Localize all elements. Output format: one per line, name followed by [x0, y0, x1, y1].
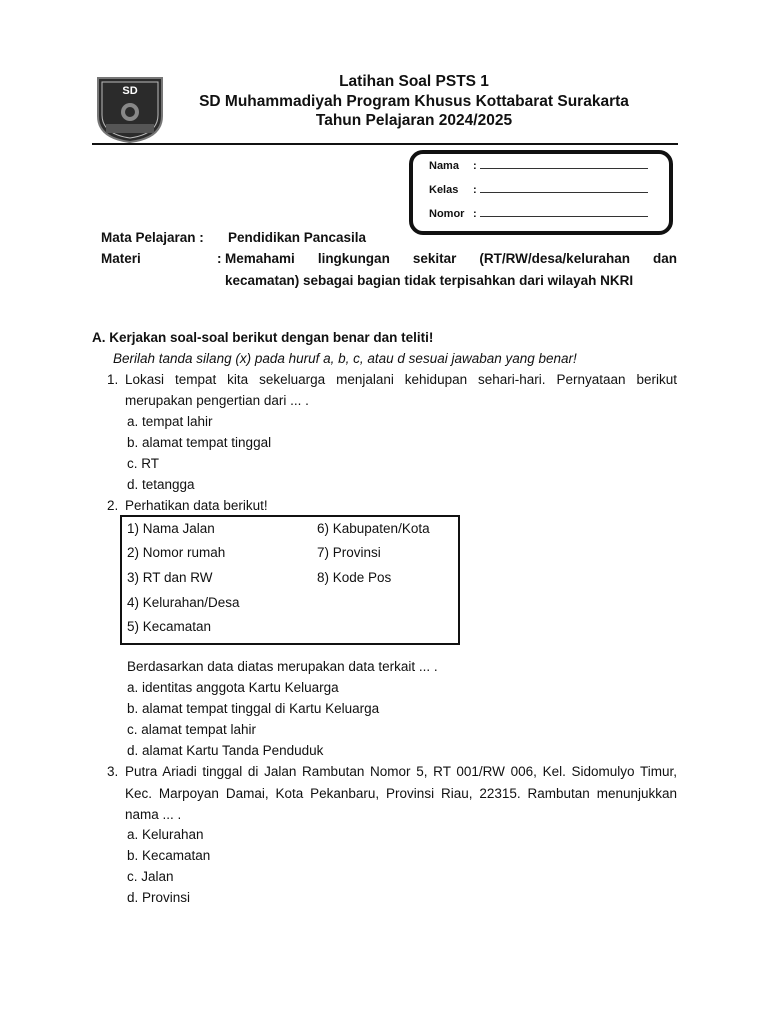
- class-line: [480, 182, 648, 193]
- data-item: 8) Kode Pos: [317, 570, 392, 585]
- subject-label: Mata Pelajaran :: [101, 230, 204, 245]
- data-item: 1) Nama Jalan: [127, 521, 215, 536]
- option-1b[interactable]: b. alamat tempat tinggal: [127, 435, 272, 450]
- data-item: 3) RT dan RW: [127, 570, 213, 585]
- question-1-text: Lokasi tempat kita sekeluarga menjalani kehidupan sehari-hari. Pernyataan berikut merupakan pengertian dari ... .: [125, 372, 677, 408]
- identity-box: [409, 150, 673, 235]
- data-item: 2) Nomor rumah: [127, 545, 226, 560]
- page-title: Latihan Soal PSTS 1: [339, 73, 489, 90]
- materi-label: Materi: [101, 251, 141, 266]
- option-1c[interactable]: c. RT: [127, 456, 160, 471]
- question-2-text: Perhatikan data berikut!: [125, 498, 268, 513]
- option-3c[interactable]: c. Jalan: [127, 869, 174, 884]
- school-name: SD Muhammadiyah Program Khusus Kottabarat Surakarta: [199, 93, 629, 110]
- data-box: [120, 515, 460, 645]
- header-divider: [92, 143, 678, 145]
- name-line: [480, 158, 648, 169]
- option-3b[interactable]: b. Kecamatan: [127, 848, 211, 863]
- number-line: [480, 206, 648, 217]
- data-item: 5) Kecamatan: [127, 619, 212, 634]
- option-3a[interactable]: a. Kelurahan: [127, 827, 204, 842]
- option-2d[interactable]: d. alamat Kartu Tanda Penduduk: [127, 743, 324, 758]
- section-instruction: Berilah tanda silang (x) pada huruf a, b, c, atau d sesuai jawaban yang benar!: [113, 351, 577, 366]
- option-1d[interactable]: d. tetangga: [127, 477, 195, 492]
- materi-colon: :: [217, 251, 222, 266]
- svg-text:SD: SD: [122, 85, 138, 97]
- question-number: 2.: [107, 498, 119, 513]
- class-field[interactable]: Kelas :: [429, 182, 648, 196]
- data-item: 7) Provinsi: [317, 545, 381, 560]
- option-2b[interactable]: b. alamat tempat tinggal di Kartu Keluarga: [127, 701, 380, 716]
- option-2c[interactable]: c. alamat tempat lahir: [127, 722, 257, 737]
- option-2a[interactable]: a. identitas anggota Kartu Keluarga: [127, 680, 339, 695]
- academic-year: Tahun Pelajaran 2024/2025: [315, 112, 513, 129]
- number-field[interactable]: Nomor :: [429, 206, 648, 220]
- question-3-text: Putra Ariadi tinggal di Jalan Rambutan Nomor 5, RT 001/RW 006, Kel. Sidomulyo Timur, Kec. Marpoyan Damai, Kota Pekanbaru, Provinsi Riau, 22315. Rambutan menunjukkan nama ... .: [125, 764, 677, 822]
- data-item: 6) Kabupaten/Kota: [317, 521, 430, 536]
- question-number: 1.: [107, 372, 119, 387]
- option-3d[interactable]: d. Provinsi: [127, 890, 191, 905]
- data-item: 4) Kelurahan/Desa: [127, 595, 240, 610]
- question-number: 3.: [107, 764, 119, 779]
- materi-value: Memahami lingkungan sekitar (RT/RW/desa/kelurahan dan kecamatan) sebagai bagian tidak terpisahkan dari wilayah NKRI: [225, 251, 677, 288]
- section-title: A. Kerjakan soal-soal berikut dengan benar dan teliti!: [92, 330, 434, 345]
- name-field[interactable]: Nama :: [429, 158, 648, 172]
- subject-value: Pendidikan Pancasila: [228, 230, 367, 245]
- question-2-followup: Berdasarkan data diatas merupakan data terkait ... .: [127, 659, 438, 674]
- option-1a[interactable]: a. tempat lahir: [127, 414, 213, 429]
